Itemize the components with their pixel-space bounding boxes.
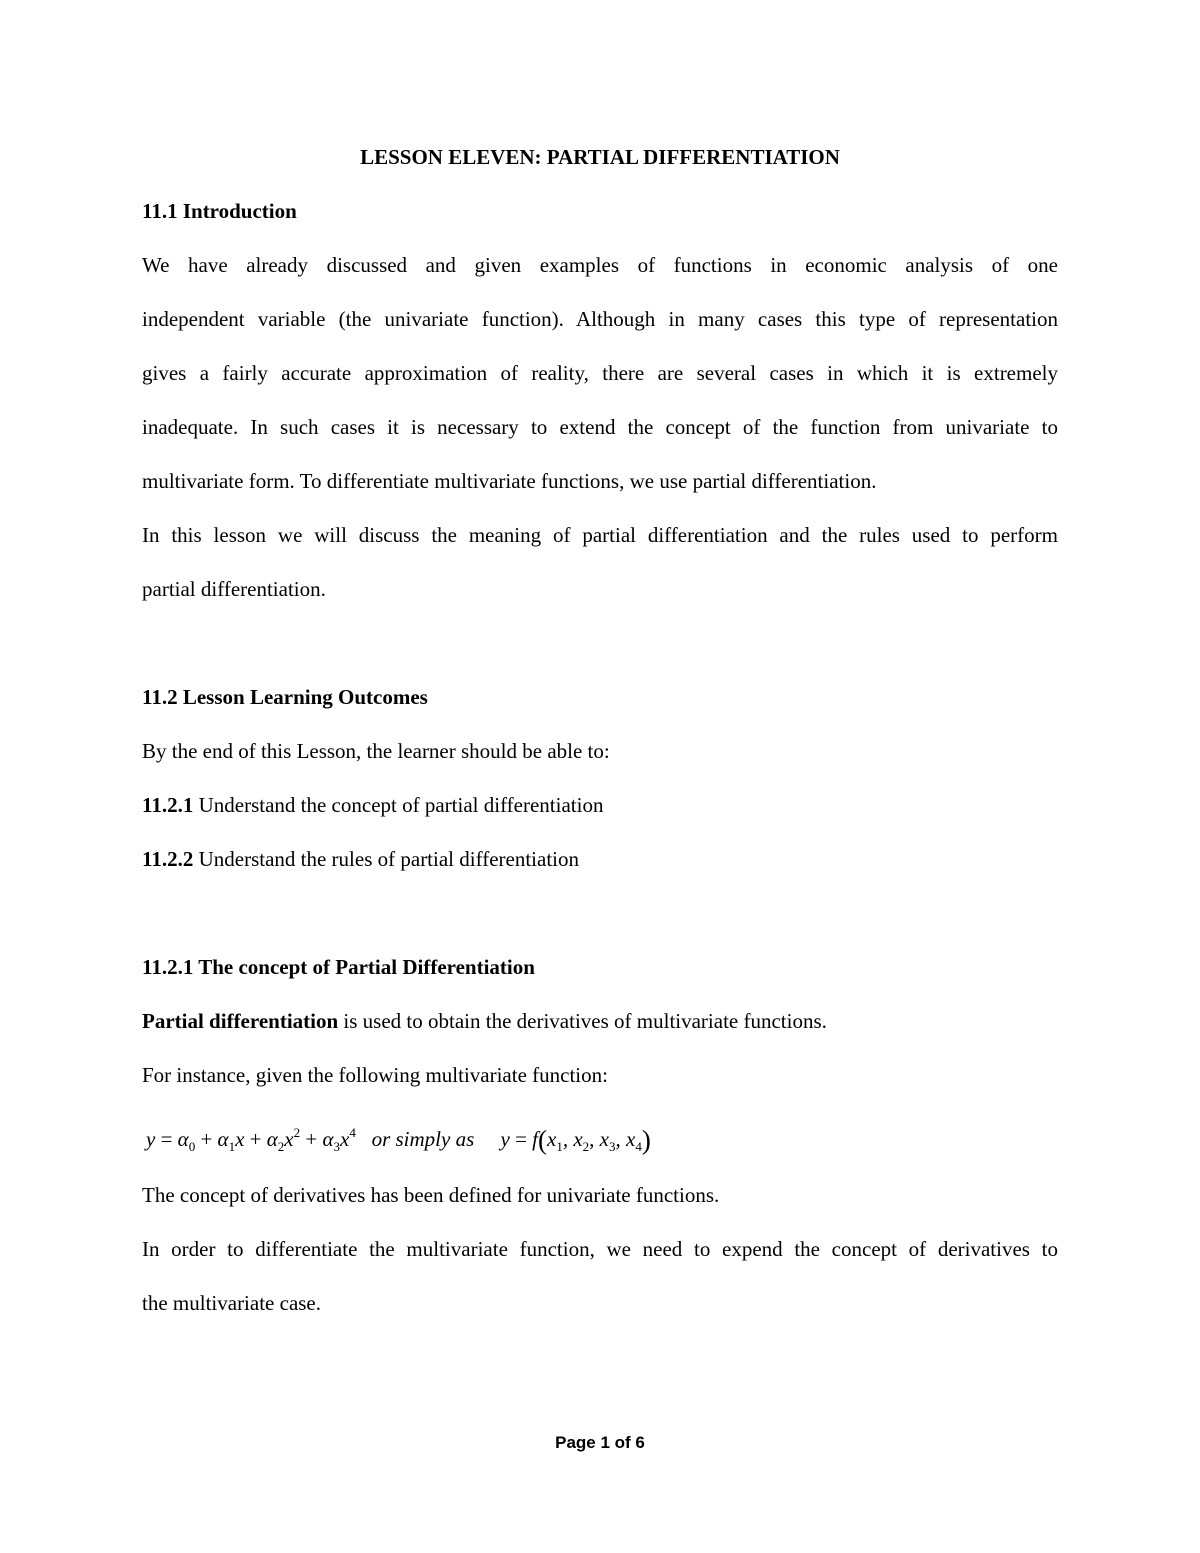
after-line: In order to differentiate the multivariate function, we need to expend the concept of derivatives to: [142, 1237, 1058, 1261]
page-number-footer: Page 1 of 6: [555, 1433, 645, 1452]
outcome-text: Understand the rules of partial differentiation: [193, 847, 579, 871]
concept-heading: 11.2.1 The concept of Partial Differentiation: [142, 955, 535, 979]
outcome-number: 11.2.1: [142, 793, 194, 817]
intro-line: gives a fairly accurate approximation of reality, there are several cases in which it is extremely: [142, 361, 1058, 385]
intro-line: In this lesson we will discuss the meaning of partial differentiation and the rules used to perform: [142, 523, 1058, 547]
after-line: The concept of derivatives has been defined for univariate functions.: [142, 1183, 720, 1207]
instance-line: For instance, given the following multivariate function:: [142, 1063, 608, 1087]
intro-line: independent variable (the univariate function). Although in many cases this type of representation: [142, 307, 1058, 331]
definition-term: Partial differentiation: [142, 1009, 339, 1033]
outcomes-lead: By the end of this Lesson, the learner should be able to:: [142, 739, 610, 763]
definition-line: [142, 1008, 827, 1034]
intro-heading: 11.1 Introduction: [142, 199, 297, 223]
intro-line: We have already discussed and given examples of functions in economic analysis of one: [142, 253, 1058, 277]
multivariate-equation: $y = \alpha_0 + \alpha_1x + \alpha_2x^2 + \alpha_3x^4$ or simply as $y = f(x_1$, $x_2$, $x_3$, $x_4$): [146, 1125, 651, 1155]
outcome-item: [142, 846, 579, 872]
after-line: the multivariate case.: [142, 1291, 322, 1315]
outcomes-heading: 11.2 Lesson Learning Outcomes: [142, 685, 428, 709]
intro-line: partial differentiation.: [142, 577, 326, 601]
intro-line: inadequate. In such cases it is necessary to extend the concept of the function from univariate to: [142, 415, 1058, 439]
intro-line: multivariate form. To differentiate multivariate functions, we use partial differentiation.: [142, 469, 877, 493]
equation-connector: or simply as: [371, 1127, 475, 1151]
outcome-item: [142, 792, 603, 818]
lesson-title: LESSON ELEVEN: PARTIAL DIFFERENTIATION: [360, 145, 840, 169]
outcome-text: Understand the concept of partial differentiation: [193, 793, 604, 817]
definition-text: is used to obtain the derivatives of multivariate functions.: [338, 1009, 827, 1033]
outcome-number: 11.2.2: [142, 847, 194, 871]
